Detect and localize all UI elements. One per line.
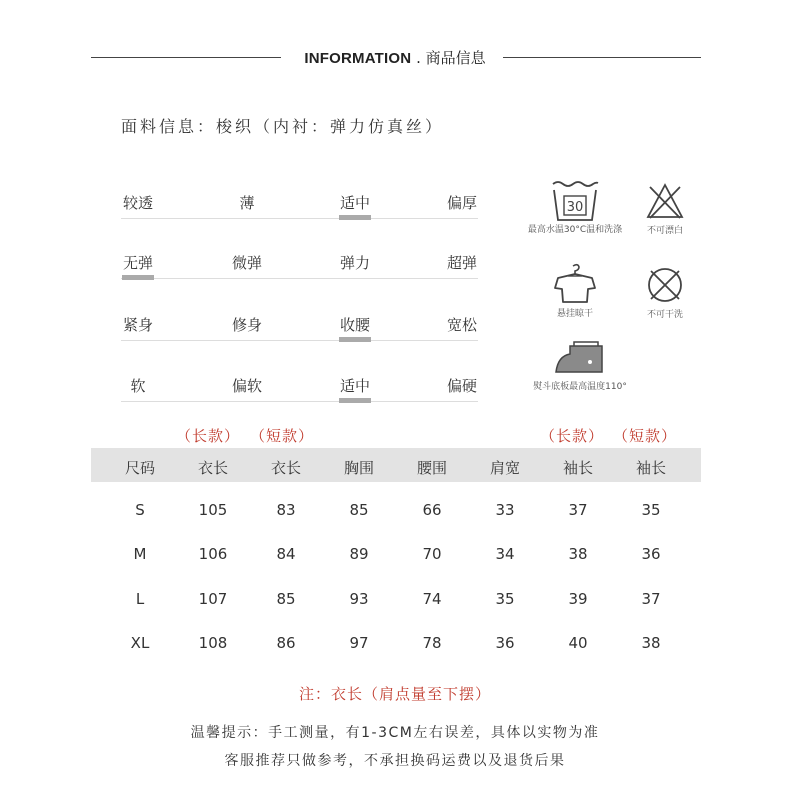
care-wash: [515, 180, 635, 235]
table-cell: 36: [641, 545, 661, 563]
measure-note: 注：衣长（肩点量至下摆）: [298, 685, 491, 703]
table-cell: 35: [641, 501, 661, 519]
attr-row-softness: [121, 367, 478, 427]
col-bust: 胸围: [343, 459, 374, 477]
no-dry-clean-label: 不可干洗: [646, 310, 683, 320]
table-cell: 36: [495, 634, 515, 652]
title-cn: 商品信息: [425, 49, 486, 67]
page-title: [0, 47, 790, 68]
table-cell: 86: [276, 634, 296, 652]
attr-option: 偏硬: [446, 377, 477, 395]
fabric-info: 面料信息：梭织（内衬：弹力仿真丝）: [121, 117, 445, 136]
attr-option: 超弹: [446, 254, 477, 272]
table-cell: 40: [568, 634, 588, 652]
attr-option: 薄: [239, 194, 255, 212]
iron-label: 熨斗底板最高温度110°: [533, 382, 627, 392]
table-cell: 83: [276, 501, 296, 519]
attr-baseline: [121, 401, 478, 402]
table-cell: 66: [422, 501, 442, 519]
table-cell: 34: [495, 545, 515, 563]
table-cell: 33: [495, 501, 515, 519]
no-bleach-icon: [645, 182, 685, 220]
sublabel-long-sleeve: （长款）: [540, 427, 605, 445]
col-waist: 腰围: [416, 459, 447, 477]
wash-label: 最高水温30°C温和洗涤: [527, 225, 623, 235]
care-iron: [515, 340, 645, 392]
attr-selected-marker: [122, 275, 154, 280]
table-cell: 38: [568, 545, 588, 563]
table-cell: L: [135, 590, 145, 608]
attr-option: 偏软: [231, 377, 262, 395]
table-cell: 108: [198, 634, 228, 652]
col-shoulder: 肩宽: [489, 459, 520, 477]
table-cell: 78: [422, 634, 442, 652]
attr-option: 紧身: [122, 316, 153, 334]
wash-30-icon: [550, 180, 600, 222]
attr-option: 软: [130, 377, 146, 395]
care-no-bleach: [630, 182, 700, 236]
table-cell: 38: [641, 634, 661, 652]
sublabel-short-sleeve: （短款）: [613, 427, 678, 445]
title-sep: .: [411, 49, 426, 67]
care-hang-dry: [535, 262, 615, 319]
tip-line-2: 客服推荐只做参考，不承担换码运费以及退货后果: [224, 753, 566, 769]
no-dry-clean-icon: [645, 265, 685, 305]
col-sleeve-long: 袖长: [562, 459, 593, 477]
attr-selected-marker: [339, 337, 371, 342]
no-bleach-label: 不可漂白: [646, 226, 683, 236]
table-cell: 84: [276, 545, 296, 563]
table-cell: 35: [495, 590, 515, 608]
table-cell: 85: [349, 501, 369, 519]
attr-row-fit: [121, 306, 478, 366]
title-en: INFORMATION: [304, 50, 412, 67]
table-cell: 89: [349, 545, 369, 563]
sublabel-short-length: （短款）: [250, 427, 315, 445]
table-cell: 37: [641, 590, 661, 608]
table-cell: 74: [422, 590, 442, 608]
col-length-long: 衣长: [197, 459, 228, 477]
attr-option: 适中: [339, 377, 370, 395]
table-cell: XL: [130, 634, 150, 652]
attr-row-stretch: [121, 244, 478, 304]
attr-selected-marker: [339, 398, 371, 403]
care-no-dry-clean: [630, 265, 700, 320]
col-size: 尺码: [124, 459, 155, 477]
iron-icon: [550, 340, 610, 376]
attr-option: 宽松: [446, 316, 477, 334]
col-sleeve-short: 袖长: [635, 459, 666, 477]
wash-temp: 30: [566, 200, 584, 215]
attr-row-thickness: [121, 184, 478, 244]
attr-option: 偏厚: [446, 194, 477, 212]
attr-option: 适中: [339, 194, 370, 212]
table-cell: 70: [422, 545, 442, 563]
attr-option: 收腰: [339, 316, 370, 334]
attr-option: 无弹: [122, 254, 153, 272]
tip-line-1: 温馨提示：手工测量，有1-3CM左右误差，具体以实物为准: [190, 725, 600, 741]
table-cell: 39: [568, 590, 588, 608]
sublabel-long-length: （长款）: [176, 427, 241, 445]
col-length-short: 衣长: [270, 459, 301, 477]
attr-option: 修身: [231, 316, 262, 334]
attr-baseline: [121, 278, 478, 279]
table-cell: 105: [198, 501, 228, 519]
attr-option: 微弹: [231, 254, 262, 272]
attr-option: 弹力: [339, 254, 370, 272]
table-cell: 85: [276, 590, 296, 608]
table-cell: S: [135, 501, 145, 519]
table-cell: 37: [568, 501, 588, 519]
table-cell: M: [133, 545, 147, 563]
table-cell: 93: [349, 590, 369, 608]
hang-dry-label: 悬挂晾干: [556, 309, 593, 319]
table-cell: 107: [198, 590, 228, 608]
attr-baseline: [121, 340, 478, 341]
attr-baseline: [121, 218, 478, 219]
attr-option: 较透: [122, 194, 153, 212]
attr-selected-marker: [339, 215, 371, 220]
table-cell: 97: [349, 634, 369, 652]
hang-dry-icon: [552, 262, 598, 304]
table-cell: 106: [198, 545, 228, 563]
